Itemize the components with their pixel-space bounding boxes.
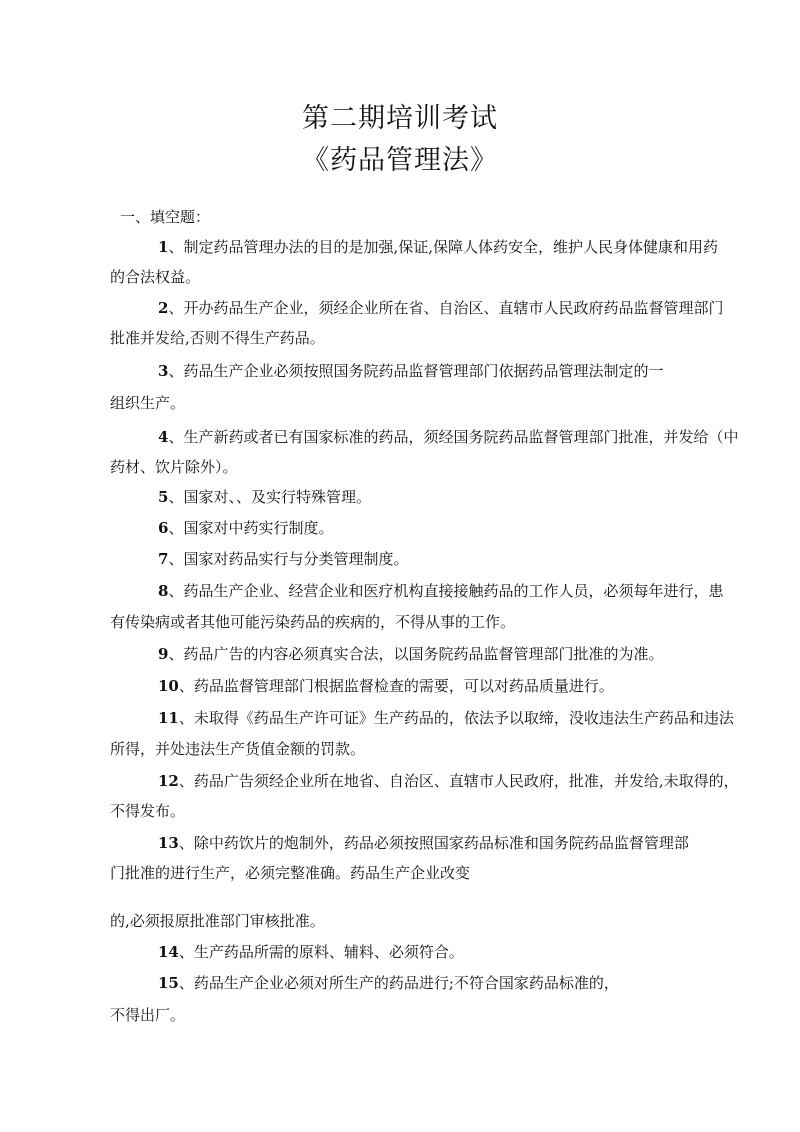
question-12-line-2: 不得发布。 <box>110 802 186 820</box>
question-number: 7 <box>158 550 169 568</box>
question-15-line-2: 不得出厂。 <box>110 1006 186 1024</box>
question-3-line-2: 组织生产。 <box>110 394 186 412</box>
question-8-line-1: 8、药品生产企业、经营企业和医疗机构直接接触药品的工作人员，必须每年进行，患 <box>158 582 724 600</box>
question-number: 8 <box>158 582 169 600</box>
question-number: 1 <box>158 238 169 256</box>
question-11-line-1: 11、未取得《药品生产许可证》生产药品的，依法予以取缔，没收违法生产药品和违法 <box>158 709 734 727</box>
question-4-line-2: 药材、饮片除外）。 <box>110 458 238 476</box>
question-2-line-2: 批准并发给,否则不得生产药品。 <box>110 329 325 347</box>
question-13-line-1: 13、除中药饮片的炮制外，药品必须按照国家药品标准和国务院药品监督管理部 <box>158 834 689 852</box>
question-number: 14 <box>158 943 179 961</box>
question-4-line-1: 4、生产新药或者已有国家标准的药品，须经国务院药品监督管理部门批准，并发给（中 <box>158 428 739 446</box>
question-number: 2 <box>158 299 169 317</box>
question-number: 4 <box>158 428 169 446</box>
question-12-line-1: 12、药品广告须经企业所在地省、自治区、直辖市人民政府，批准，并发给,未取得的， <box>158 772 739 790</box>
question-number: 9 <box>158 645 169 663</box>
question-3-line-1: 3、药品生产企业必须按照国务院药品监督管理部门依据药品管理法制定的一 <box>158 362 664 380</box>
question-13-line-3: 的,必须报原批准部门审核批准。 <box>110 912 325 930</box>
question-number: 15 <box>158 974 179 992</box>
question-number: 6 <box>158 519 169 537</box>
section-heading: 一、填空题： <box>120 208 211 226</box>
question-number: 10 <box>158 677 179 695</box>
question-2-line-1: 2、开办药品生产企业，须经企业所在省、自治区、直辖市人民政府药品监督管理部门 <box>158 299 724 317</box>
question-11-line-2: 所得，并处违法生产货值金额的罚款。 <box>110 740 366 758</box>
question-number: 12 <box>158 772 179 790</box>
question-15-line-1: 15、药品生产企业必须对所生产的药品进行;不符合国家药品标准的， <box>158 974 619 992</box>
question-7-line-1: 7、国家对药品实行与分类管理制度。 <box>158 550 409 568</box>
question-9-line-1: 9、药品广告的内容必须真实合法，以国务院药品监督管理部门批准的为准。 <box>158 645 664 663</box>
question-number: 13 <box>158 834 179 852</box>
page-subtitle: 《药品管理法》 <box>302 145 498 176</box>
question-number: 11 <box>158 709 179 727</box>
question-8-line-2: 有传染病或者其他可能污染药品的疾病的，不得从事的工作。 <box>110 613 516 631</box>
question-number: 3 <box>158 362 169 380</box>
question-14-line-1: 14、生产药品所需的原料、辅料、必须符合。 <box>158 943 464 961</box>
question-10-line-1: 10、药品监督管理部门根据监督检查的需要，可以对药品质量进行。 <box>158 677 614 695</box>
question-1-line-2: 的合法权益。 <box>110 268 201 286</box>
question-13-line-2: 门批准的进行生产，必须完整准确。药品生产企业改变 <box>110 864 471 882</box>
question-number: 5 <box>158 488 169 506</box>
page-title: 第二期培训考试 <box>302 103 498 134</box>
question-1-line-1: 1、制定药品管理办法的目的是加强,保证,保障人体药安全，维护人民身体健康和用药 <box>158 238 718 256</box>
question-5-line-1: 5、国家对、、及实行特殊管理。 <box>158 488 371 506</box>
question-6-line-1: 6、国家对中药实行制度。 <box>158 519 334 537</box>
